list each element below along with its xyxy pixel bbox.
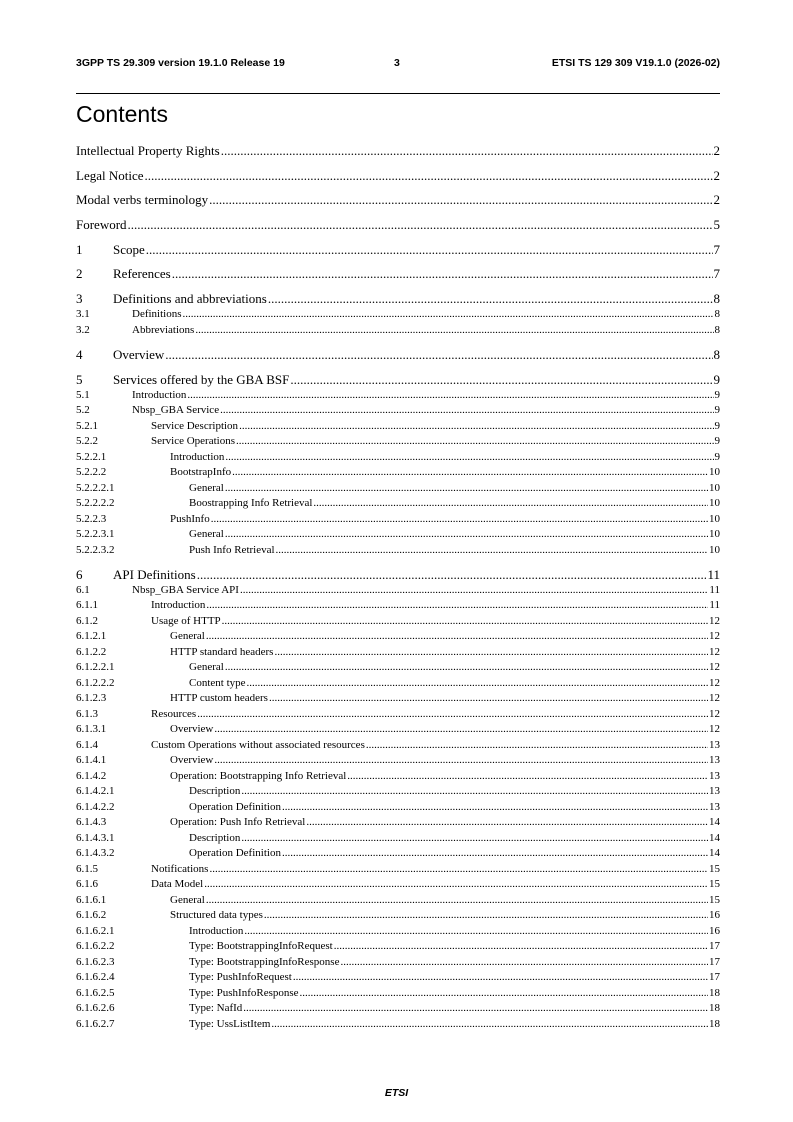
toc-entry-number: 5.2.1	[76, 419, 98, 432]
toc-entry-number: 6.1.6.2.3	[76, 955, 115, 968]
toc-entry[interactable]	[76, 862, 720, 878]
toc-dot-leader	[274, 645, 708, 661]
toc-entry-page: 7	[713, 266, 720, 282]
toc-entry-number: 6.1.6.2.7	[76, 1017, 115, 1030]
page-footer: ETSI	[384, 1087, 409, 1099]
toc-entry-number: 6.1.4.2.1	[76, 785, 115, 798]
toc-dot-leader	[239, 419, 713, 435]
toc-entry-number: 6.1.4	[76, 738, 98, 751]
toc-entry-page: 14	[709, 831, 720, 844]
toc-entry-page: 18	[709, 986, 720, 999]
toc-entry-title: Overview	[113, 346, 165, 362]
toc-entry-page: 12	[709, 645, 720, 658]
toc-entry-number: 5.2.2.3	[76, 512, 107, 525]
toc-entry[interactable]	[76, 242, 720, 258]
toc-entry-number: 5.2.2	[76, 435, 98, 447]
toc-entry-title: Overview	[170, 723, 214, 736]
toc-entry-page: 9	[714, 450, 720, 463]
toc-entry[interactable]	[76, 738, 720, 754]
toc-entry-number: 1	[76, 241, 83, 257]
toc-entry-title: Custom Operations without associated resources	[151, 738, 365, 751]
toc-entry[interactable]	[76, 291, 720, 307]
toc-dot-leader	[243, 1001, 708, 1017]
toc-entry-page: 10	[709, 528, 720, 540]
toc-entry[interactable]	[76, 192, 720, 208]
toc-entry-title: Introduction	[170, 450, 225, 463]
toc-dot-leader	[244, 924, 708, 940]
toc-dot-leader	[209, 192, 712, 208]
toc-entry[interactable]	[76, 527, 720, 543]
toc-dot-leader	[206, 893, 708, 909]
toc-entry-page: 15	[709, 878, 720, 891]
toc-dot-leader	[222, 614, 708, 630]
toc-entry-title: Definitions	[132, 308, 182, 321]
toc-entry-title: Type: PushInfoRequest	[189, 971, 292, 984]
toc-entry-title: Description	[189, 785, 241, 798]
toc-entry-number: 6.1.2.1	[76, 630, 107, 643]
toc-entry[interactable]	[76, 722, 720, 738]
toc-entry[interactable]	[76, 831, 720, 847]
toc-entry-title: Introduction	[189, 924, 244, 937]
toc-entry-title: Operation: Push Info Retrieval	[170, 816, 306, 829]
toc-entry-title: PushInfo	[170, 512, 210, 525]
toc-dot-leader	[187, 388, 713, 404]
toc-entry-page: 10	[709, 497, 720, 509]
toc-entry-number: 5.1	[76, 388, 90, 401]
toc-entry-number: 6.1.6.2.6	[76, 1002, 115, 1015]
toc-entry-title: General	[189, 481, 224, 494]
toc-entry[interactable]	[76, 598, 720, 614]
toc-entry-number: 6.1.5	[76, 862, 98, 875]
toc-dot-leader	[247, 676, 708, 692]
toc-dot-leader	[268, 291, 713, 307]
toc-dot-leader	[232, 465, 708, 481]
toc-entry[interactable]	[76, 955, 720, 971]
toc-dot-leader	[209, 862, 708, 878]
toc-entry-title: Type: BootstrappingInfoRequest	[189, 940, 333, 953]
toc-dot-leader	[146, 242, 713, 258]
toc-entry[interactable]	[76, 877, 720, 893]
toc-dot-leader	[225, 660, 708, 676]
toc-entry-title: HTTP custom headers	[170, 692, 268, 705]
toc-entry-title: Content type	[189, 676, 246, 689]
toc-entry-number: 6.1.4.3.1	[76, 831, 115, 844]
toc-entry-number: 6.1.4.2	[76, 769, 107, 782]
toc-entry-number: 4	[76, 346, 83, 362]
toc-dot-leader	[290, 372, 712, 388]
toc-entry-number: 6.1.3.1	[76, 723, 107, 736]
toc-dot-leader	[197, 707, 708, 723]
toc-dot-leader	[313, 496, 708, 512]
toc-entry-title: General	[189, 528, 224, 540]
toc-entry-page: 10	[709, 466, 720, 478]
toc-dot-leader	[240, 583, 708, 599]
toc-entry[interactable]	[76, 660, 720, 676]
toc-entry-title: Service Operations	[151, 435, 235, 447]
toc-entry-title: Foreword	[76, 217, 127, 233]
header-rule	[76, 93, 720, 94]
toc-entry-title: Structured data types	[170, 909, 263, 922]
toc-entry-number: 6.1.4.2.2	[76, 800, 115, 813]
toc-entry-title: Data Model	[151, 878, 204, 891]
toc-entry-title: Push Info Retrieval	[189, 543, 275, 556]
toc-entry-number: 6.1.2.2.2	[76, 676, 115, 689]
toc-entry[interactable]	[76, 815, 720, 831]
toc-dot-leader	[172, 266, 713, 282]
toc-entry-title: Type: BootstrappingInfoResponse	[189, 955, 340, 968]
toc-entry-page: 9	[713, 371, 720, 387]
toc-entry[interactable]	[76, 512, 720, 528]
page-title: Contents	[76, 101, 169, 127]
toc-dot-leader	[206, 598, 708, 614]
header-etsi-reference: ETSI TS 129 309 V19.1.0 (2026-02)	[551, 57, 720, 69]
toc-dot-leader	[340, 955, 708, 971]
table-of-contents	[76, 143, 720, 1032]
toc-entry-number: 6.1.4.1	[76, 754, 107, 767]
toc-entry-page: 9	[714, 388, 720, 401]
toc-entry-page: 11	[707, 566, 720, 582]
toc-dot-leader	[236, 434, 714, 450]
toc-entry-number: 6.1.6.2.1	[76, 924, 115, 937]
toc-entry[interactable]	[76, 908, 720, 924]
toc-entry-number: 6.1.6.1	[76, 893, 107, 906]
toc-entry-title: References	[113, 266, 171, 282]
toc-entry-page: 17	[709, 955, 720, 968]
header-page-number: 3	[394, 57, 400, 69]
toc-entry[interactable]	[76, 1017, 720, 1033]
toc-dot-leader	[306, 815, 708, 831]
toc-dot-leader	[221, 143, 713, 159]
toc-entry-title: Introduction	[132, 388, 187, 401]
toc-entry-number: 6.1.3	[76, 707, 98, 720]
toc-entry[interactable]	[76, 1001, 720, 1017]
toc-entry[interactable]	[76, 403, 720, 419]
toc-entry[interactable]	[76, 372, 720, 388]
toc-entry-page: 14	[709, 816, 720, 829]
toc-entry-page: 5	[713, 217, 720, 233]
toc-entry-number: 6.1.6.2.5	[76, 986, 115, 999]
toc-entry-number: 5	[76, 371, 83, 387]
toc-entry[interactable]	[76, 629, 720, 645]
toc-entry-title: Intellectual Property Rights	[76, 143, 220, 158]
toc-dot-leader	[334, 939, 708, 955]
toc-entry[interactable]	[76, 753, 720, 769]
toc-entry-title: API Definitions	[113, 566, 196, 582]
toc-entry-title: Operation Definition	[189, 800, 281, 813]
toc-dot-leader	[293, 970, 708, 986]
toc-entry-title: Type: NafId	[189, 1002, 243, 1015]
toc-entry[interactable]	[76, 800, 720, 816]
toc-entry-page: 14	[709, 847, 720, 860]
toc-entry-page: 11	[709, 583, 720, 596]
toc-dot-leader	[276, 543, 708, 559]
toc-entry[interactable]	[76, 846, 720, 862]
toc-entry-number: 6.1.2	[76, 614, 98, 627]
toc-entry-title: Definitions and abbreviations	[113, 291, 267, 307]
toc-entry-number: 5.2	[76, 404, 90, 416]
toc-entry-number: 6.1	[76, 583, 90, 596]
toc-entry-page: 10	[709, 512, 720, 525]
toc-dot-leader	[225, 527, 708, 543]
toc-entry-page: 15	[709, 893, 720, 906]
toc-dot-leader	[206, 629, 708, 645]
toc-entry-page: 12	[709, 676, 720, 689]
toc-entry-number: 5.2.2.3.2	[76, 543, 115, 556]
toc-entry-number: 5.2.2.2	[76, 466, 107, 478]
toc-entry-number: 6.1.6.2.4	[76, 971, 115, 984]
toc-dot-leader	[347, 769, 708, 785]
toc-entry-number: 6.1.4.3	[76, 816, 107, 829]
toc-dot-leader	[195, 323, 713, 339]
toc-entry-page: 12	[709, 707, 720, 720]
toc-entry[interactable]	[76, 676, 720, 692]
toc-entry-page: 7	[713, 241, 720, 257]
toc-entry-title: Nbsp_GBA Service	[132, 404, 220, 416]
toc-dot-leader	[269, 691, 708, 707]
toc-entry-page: 13	[709, 785, 720, 798]
toc-entry[interactable]	[76, 419, 720, 435]
toc-entry[interactable]	[76, 893, 720, 909]
toc-entry-title: Description	[189, 831, 241, 844]
toc-entry[interactable]	[76, 496, 720, 512]
toc-dot-leader	[241, 784, 708, 800]
toc-entry-title: Notifications	[151, 862, 209, 875]
toc-dot-leader	[264, 908, 708, 924]
toc-dot-leader	[282, 800, 708, 816]
toc-entry-title: Usage of HTTP	[151, 614, 221, 627]
toc-entry[interactable]	[76, 388, 720, 404]
toc-entry-number: 6.1.6.2	[76, 909, 107, 922]
toc-entry[interactable]	[76, 645, 720, 661]
toc-entry[interactable]	[76, 583, 720, 599]
toc-entry-page: 13	[709, 754, 720, 767]
toc-entry-title: Legal Notice	[76, 167, 144, 183]
toc-dot-leader	[241, 831, 708, 847]
toc-entry[interactable]	[76, 307, 720, 323]
toc-entry-title: Abbreviations	[132, 323, 195, 336]
toc-entry-page: 16	[709, 909, 720, 922]
toc-entry-title: Resources	[151, 707, 197, 720]
toc-entry-number: 5.2.2.2.2	[76, 497, 115, 509]
toc-entry-title: Type: PushInfoResponse	[189, 986, 299, 999]
toc-entry-page: 17	[709, 940, 720, 953]
toc-entry-number: 5.2.2.2.1	[76, 481, 115, 494]
toc-entry-title: Type: UssListItem	[189, 1017, 271, 1030]
toc-entry[interactable]	[76, 450, 720, 466]
toc-entry-number: 5.2.2.1	[76, 450, 107, 463]
toc-entry-title: Operation Definition	[189, 847, 281, 860]
toc-dot-leader	[300, 986, 708, 1002]
toc-entry-page: 11	[709, 599, 720, 612]
toc-entry[interactable]	[76, 323, 720, 339]
toc-entry-page: 2	[713, 167, 720, 183]
toc-dot-leader	[220, 403, 713, 419]
toc-entry-number: 3	[76, 291, 83, 307]
toc-entry[interactable]	[76, 707, 720, 723]
toc-entry-page: 10	[709, 543, 720, 556]
toc-entry-title: Boostrapping Info Retrieval	[189, 497, 313, 509]
toc-entry[interactable]	[76, 567, 720, 583]
toc-entry[interactable]	[76, 970, 720, 986]
toc-entry-number: 6.1.6	[76, 878, 98, 891]
toc-dot-leader	[165, 347, 712, 363]
toc-entry-number: 2	[76, 266, 83, 282]
toc-entry[interactable]	[76, 347, 720, 363]
toc-entry-page: 12	[709, 614, 720, 627]
toc-entry[interactable]	[76, 939, 720, 955]
toc-entry-number: 5.2.2.3.1	[76, 528, 115, 540]
toc-entry-number: 6.1.6.2.2	[76, 940, 115, 953]
toc-entry[interactable]	[76, 217, 720, 233]
toc-dot-leader	[214, 722, 708, 738]
toc-dot-leader	[225, 481, 708, 497]
toc-entry-page: 2	[713, 192, 720, 208]
toc-entry-page: 18	[709, 1017, 720, 1030]
toc-entry[interactable]	[76, 769, 720, 785]
toc-entry[interactable]	[76, 143, 720, 159]
toc-entry-title: General	[170, 630, 205, 643]
toc-entry-page: 12	[709, 630, 720, 643]
toc-entry[interactable]	[76, 168, 720, 184]
toc-entry[interactable]	[76, 986, 720, 1002]
toc-dot-leader	[204, 877, 708, 893]
toc-dot-leader	[214, 753, 708, 769]
toc-entry-title: Overview	[170, 754, 214, 767]
toc-entry-page: 8	[713, 346, 720, 362]
toc-entry-number: 6	[76, 566, 83, 582]
toc-entry[interactable]	[76, 266, 720, 282]
toc-dot-leader	[145, 168, 713, 184]
toc-entry-number: 3.2	[76, 323, 90, 336]
toc-entry-page: 12	[709, 692, 720, 705]
toc-entry-page: 16	[709, 924, 720, 937]
toc-entry[interactable]	[76, 784, 720, 800]
toc-entry-page: 8	[713, 291, 720, 307]
toc-dot-leader	[128, 217, 713, 233]
toc-entry-title: Operation: Bootstrapping Info Retrieval	[170, 769, 347, 782]
toc-entry[interactable]	[76, 434, 720, 450]
toc-dot-leader	[197, 567, 707, 583]
toc-dot-leader	[271, 1017, 708, 1033]
toc-dot-leader	[183, 307, 714, 323]
toc-entry[interactable]	[76, 465, 720, 481]
toc-entry-title: Service Description	[151, 419, 239, 432]
toc-entry-page: 9	[714, 419, 720, 432]
toc-entry-title: Nbsp_GBA Service API	[132, 583, 239, 596]
toc-entry-number: 3.1	[76, 308, 90, 321]
toc-entry-page: 9	[714, 435, 720, 447]
toc-entry-title: Introduction	[151, 599, 206, 612]
toc-entry-page: 12	[709, 661, 720, 674]
toc-entry-number: 6.1.4.3.2	[76, 847, 115, 860]
toc-entry-page: 12	[709, 723, 720, 736]
toc-dot-leader	[211, 512, 708, 528]
toc-entry-title: Scope	[113, 241, 145, 257]
toc-entry-page: 17	[709, 971, 720, 984]
toc-entry-page: 18	[709, 1002, 720, 1015]
toc-dot-leader	[225, 450, 713, 466]
toc-entry-page: 8	[714, 323, 720, 336]
toc-entry-page: 8	[714, 308, 720, 321]
toc-entry-page: 13	[709, 769, 720, 782]
toc-entry[interactable]	[76, 691, 720, 707]
toc-entry-number: 6.1.2.2.1	[76, 661, 115, 674]
toc-entry-page: 10	[709, 481, 720, 494]
toc-entry-page: 2	[713, 143, 720, 158]
toc-entry-title: Services offered by the GBA BSF	[113, 371, 290, 387]
toc-entry-title: General	[189, 661, 224, 674]
header-spec-version: 3GPP TS 29.309 version 19.1.0 Release 19	[76, 57, 285, 69]
page-header	[76, 57, 720, 71]
toc-entry-number: 6.1.2.3	[76, 692, 107, 705]
toc-entry-number: 6.1.1	[76, 599, 98, 612]
toc-entry-page: 15	[709, 862, 720, 875]
toc-entry-title: Modal verbs terminology	[76, 192, 209, 208]
toc-entry[interactable]	[76, 614, 720, 630]
toc-entry[interactable]	[76, 543, 720, 559]
toc-dot-leader	[282, 846, 708, 862]
toc-entry-page: 13	[709, 738, 720, 751]
toc-dot-leader	[366, 738, 708, 754]
toc-entry-page: 13	[709, 800, 720, 813]
toc-entry-number: 6.1.2.2	[76, 645, 107, 658]
toc-entry[interactable]	[76, 924, 720, 940]
toc-entry-title: HTTP standard headers	[170, 645, 274, 658]
toc-entry[interactable]	[76, 481, 720, 497]
toc-entry-title: BootstrapInfo	[170, 466, 232, 478]
toc-entry-page: 9	[714, 404, 720, 416]
toc-entry-title: General	[170, 893, 205, 906]
